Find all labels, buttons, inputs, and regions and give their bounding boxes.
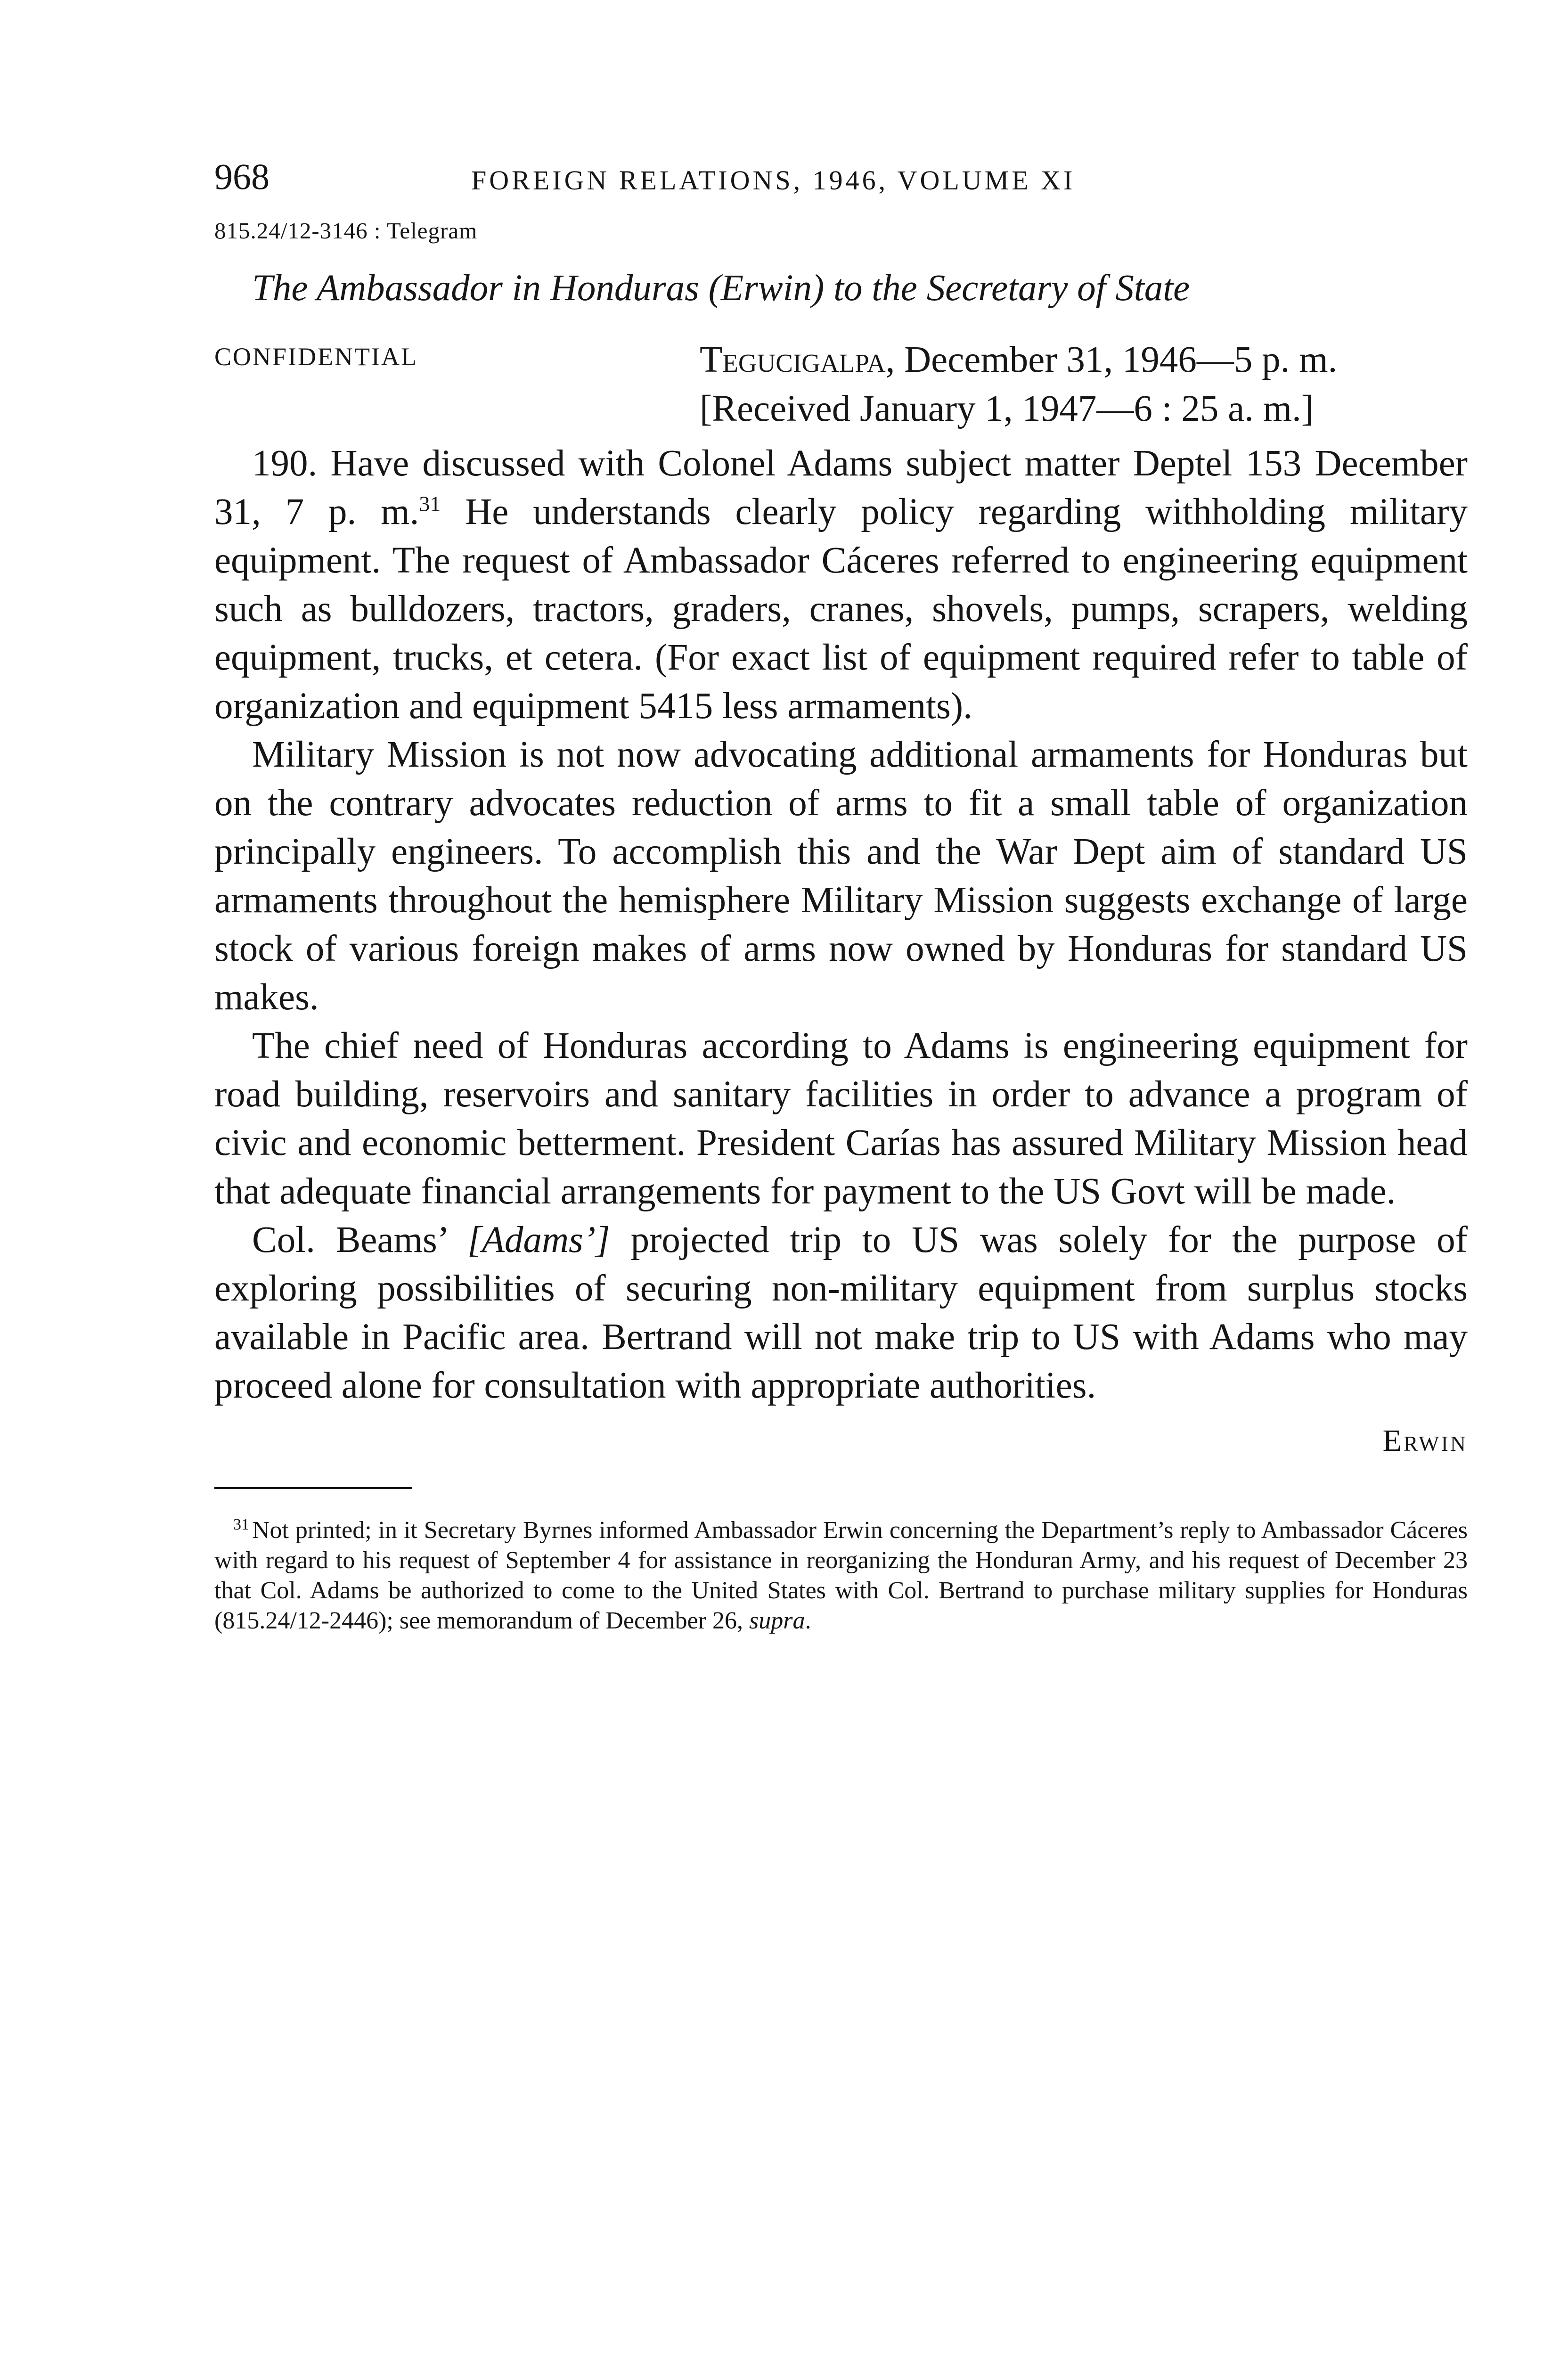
document-heading: The Ambassador in Honduras (Erwin) to the Secretary of State xyxy=(252,268,1190,309)
footnote-italic-text: supra xyxy=(749,1607,805,1634)
footnote-number: 31 xyxy=(233,1515,249,1533)
dateline-date: , December 31, 1946—5 p. m. xyxy=(885,339,1338,380)
footnote-text: Not printed; in it Secretary Byrnes informed Ambassador Erwin concerning the Department’s reply to Ambassador Cáceres with regard to his request of September 4 for assistance in reorganizing the Honduran Army, and his request of December 23 that Col. Adams be authorized to come to the United States with Col. Bertrand to purchase military supplies for Honduras (815.24/12-2446); see memorandum of December 26, xyxy=(214,1517,1468,1634)
footnote xyxy=(214,1515,1468,1636)
dateline xyxy=(700,335,1337,384)
paragraph-1-text-b: He understands clearly policy regarding withholding military equipment. The request of Ambassador Cáceres referred to engineering equipment such as bulldozers, tractors, graders, cranes, shovels, pumps, scrapers, welding equipment, trucks, et cetera. (For exact list of equipment required refer to table of organization and equipment 5415 less armaments). xyxy=(214,491,1468,727)
paragraph-4-bracket: [Adams’] xyxy=(467,1219,610,1260)
signature: Erwin xyxy=(1382,1423,1468,1458)
paragraph-4-text-b: projected trip to US was solely for the purpose of exploring possibilities of securing non-military equipment from surplus stocks available in Pacific area. Bertrand will not make trip to US with Adams who may proceed alone for consultation with appropriate authorities. xyxy=(214,1219,1468,1406)
page-number: 968 xyxy=(214,156,270,197)
paragraph-4 xyxy=(214,1216,1468,1410)
received-line: [Received January 1, 1947—6 : 25 a. m.] xyxy=(700,388,1314,429)
paragraph-1 xyxy=(214,439,1468,730)
paragraph-4-text-a: Col. Beams’ xyxy=(252,1219,467,1260)
running-head xyxy=(214,155,1468,207)
footnote-end: . xyxy=(805,1607,811,1634)
document-page xyxy=(214,155,1468,1636)
paragraph-1-text-a: 190. Have discussed with Colonel Adams subject matter Deptel 153 December 31, 7 p. m. xyxy=(214,443,1468,532)
classification-label: CONFIDENTIAL xyxy=(214,343,418,371)
dateline-place: Tegucigalpa xyxy=(700,339,886,380)
dateline-block xyxy=(214,335,1468,439)
document-reference: 815.24/12-3146 : Telegram xyxy=(214,218,478,244)
paragraph-2: Military Mission is not now advocating additional armaments for Honduras but on the contrary advocates reduction of arms to fit a small table of organization principally engineers. To accomplish this and the War Dept aim of standard US armaments throughout the hemisphere Military Mission suggests exchange of large stock of various foreign makes of arms now owned by Honduras for standard US makes. xyxy=(214,734,1468,1018)
footnote-reference: 31 xyxy=(419,491,441,516)
paragraph-3: The chief need of Honduras according to Adams is engineering equipment for road building, reservoirs and sanitary facilities in order to advance a program of civic and economic betterment. President Carías has assured Military Mission head that adequate financial arrangements for payment to the US Govt will be made. xyxy=(214,1025,1468,1212)
footnote-divider xyxy=(214,1487,412,1489)
running-title: FOREIGN RELATIONS, 1946, VOLUME XI xyxy=(471,165,1076,196)
telegram-body xyxy=(214,439,1468,1410)
